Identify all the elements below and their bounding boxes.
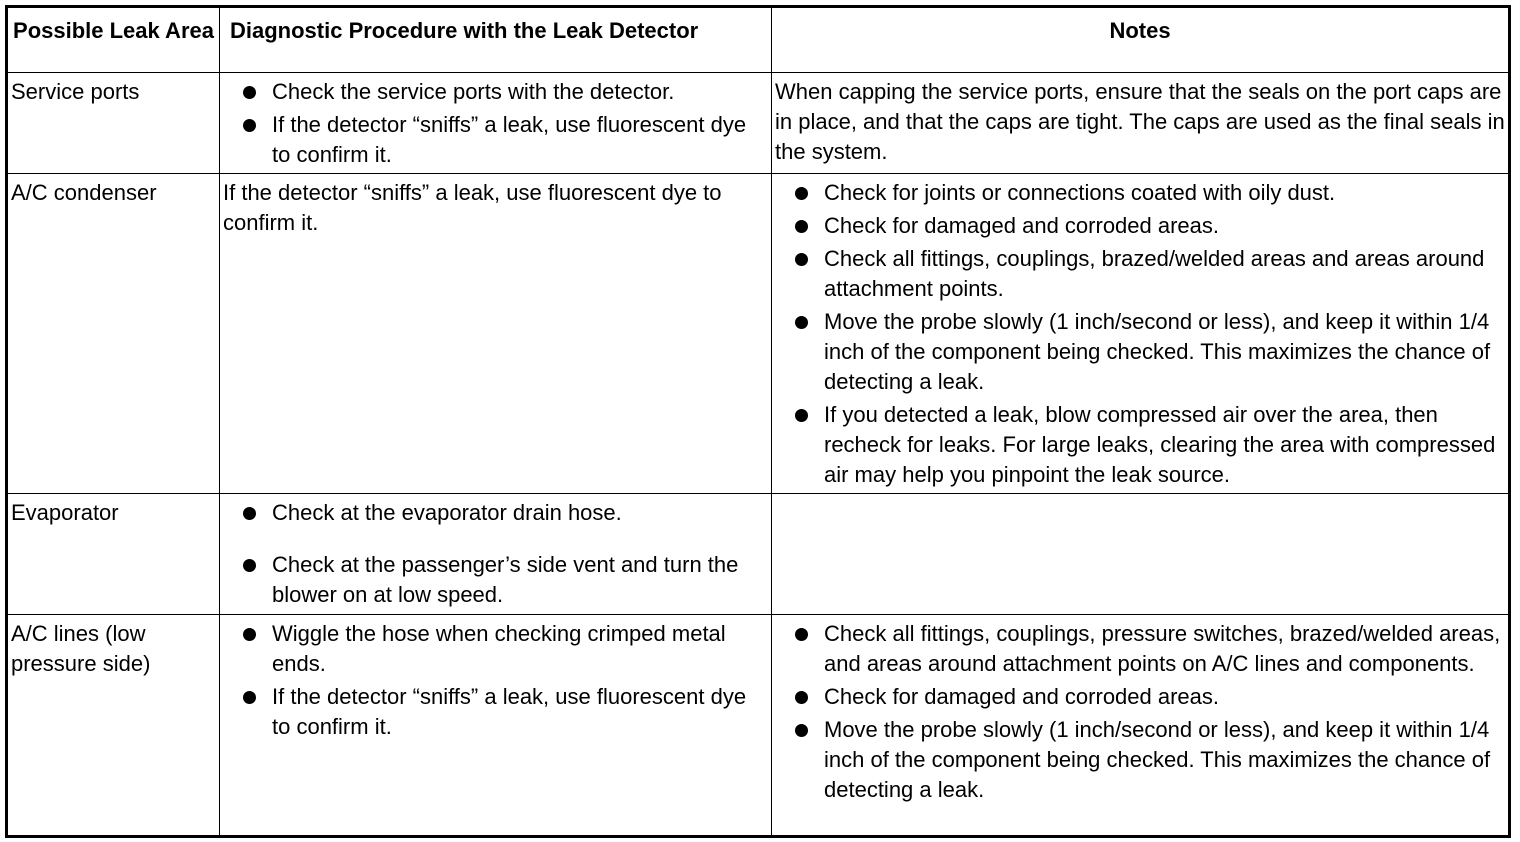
list-item <box>775 244 1505 304</box>
bullet-icon <box>795 220 808 233</box>
procedure-cell: If the detector “sniffs” a leak, use fluorescent dye to confirm it. <box>220 174 772 494</box>
list-item <box>775 619 1505 679</box>
procedure-cell <box>220 73 772 174</box>
list-item-text: Check all fittings, couplings, pressure switches, brazed/welded areas, and areas around attachment points on A/C lines and components. <box>824 621 1501 676</box>
list-item-text: Check at the evaporator drain hose. <box>272 500 622 525</box>
list-item <box>223 550 768 610</box>
bullet-icon <box>795 691 808 704</box>
bullet-icon <box>243 691 256 704</box>
notes-cell <box>772 494 1510 615</box>
table-row <box>7 174 1510 494</box>
area-cell: A/C condenser <box>7 174 220 494</box>
bullet-icon <box>795 316 808 329</box>
bullet-icon <box>243 119 256 132</box>
list-item-text: Check for joints or connections coated with oily dust. <box>824 180 1336 205</box>
list-item <box>223 77 768 107</box>
list-item-text: Move the probe slowly (1 inch/second or less), and keep it within 1/4 inch of the component being checked. This maximizes the chance of detecting a leak. <box>824 309 1491 394</box>
list-item <box>223 682 768 742</box>
list-item <box>775 307 1505 397</box>
bullet-icon <box>243 86 256 99</box>
list-item <box>775 400 1505 490</box>
header-procedure: Diagnostic Procedure with the Leak Detector <box>220 7 772 73</box>
bullet-icon <box>795 253 808 266</box>
bullet-icon <box>243 628 256 641</box>
bullet-icon <box>795 724 808 737</box>
list-item <box>775 178 1505 208</box>
area-cell: Service ports <box>7 73 220 174</box>
list-item-text: Check all fittings, couplings, brazed/welded areas and areas around attachment points. <box>824 246 1485 301</box>
list-item <box>775 682 1505 712</box>
bullet-icon <box>795 409 808 422</box>
list-item <box>223 110 768 170</box>
list-item-text: Check at the passenger’s side vent and turn the blower on at low speed. <box>272 552 739 607</box>
list-item-text: Check for damaged and corroded areas. <box>824 684 1220 709</box>
list-item-text: If you detected a leak, blow compressed air over the area, then recheck for leaks. For large leaks, clearing the area with compressed air may help you pinpoint the leak source. <box>824 402 1496 487</box>
table-row <box>7 73 1510 174</box>
area-cell: A/C lines (low pressure side) <box>7 615 220 837</box>
table-row <box>7 494 1510 615</box>
procedure-cell <box>220 494 772 615</box>
list-item <box>223 619 768 679</box>
procedure-cell <box>220 615 772 837</box>
list-item <box>775 211 1505 241</box>
list-item-text: If the detector “sniffs” a leak, use fluorescent dye to confirm it. <box>272 684 747 739</box>
list-item-text: If the detector “sniffs” a leak, use fluorescent dye to confirm it. <box>272 112 747 167</box>
notes-cell <box>772 615 1510 837</box>
list-item-text: Move the probe slowly (1 inch/second or less), and keep it within 1/4 inch of the component being checked. This maximizes the chance of detecting a leak. <box>824 717 1491 802</box>
notes-cell <box>772 174 1510 494</box>
header-notes: Notes <box>772 7 1510 73</box>
list-item-text: Check for damaged and corroded areas. <box>824 213 1220 238</box>
table-row <box>7 615 1510 837</box>
list-item <box>775 715 1505 805</box>
leak-diagnosis-table <box>5 5 1511 838</box>
bullet-icon <box>795 628 808 641</box>
notes-cell: When capping the service ports, ensure that the seals on the port caps are in place, and that the caps are tight. The caps are used as the final seals in the system. <box>772 73 1510 174</box>
bullet-icon <box>243 559 256 572</box>
list-item-text: Check the service ports with the detector. <box>272 79 675 104</box>
list-item-text: Wiggle the hose when checking crimped metal ends. <box>272 621 726 676</box>
bullet-icon <box>795 187 808 200</box>
header-row <box>7 7 1510 73</box>
header-area: Possible Leak Area <box>7 7 220 73</box>
area-cell: Evaporator <box>7 494 220 615</box>
list-item <box>223 498 768 528</box>
bullet-icon <box>243 507 256 520</box>
